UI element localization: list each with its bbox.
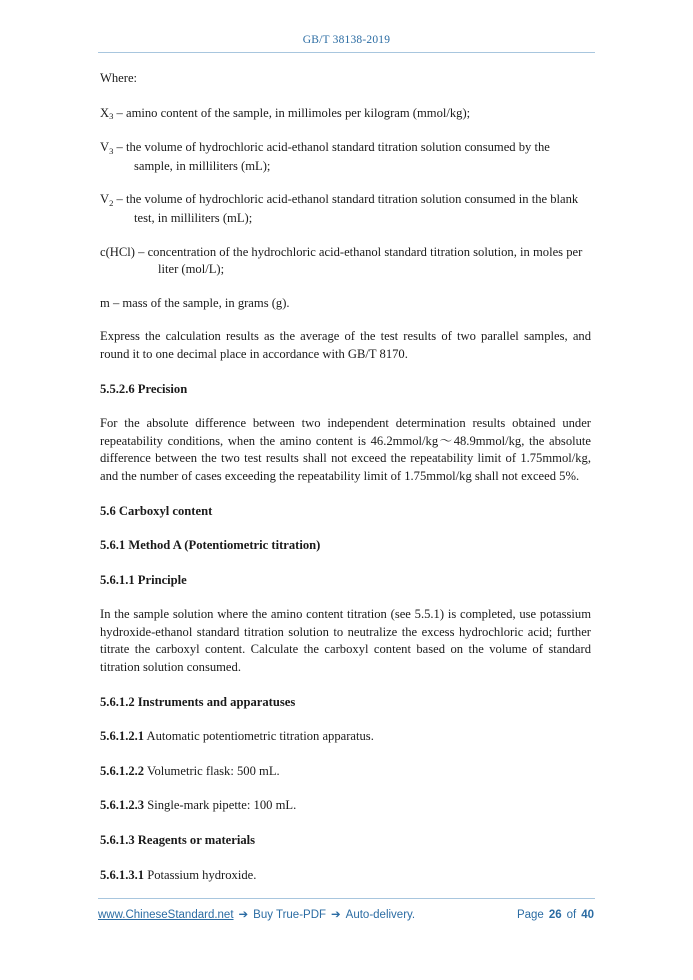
definition-v3	[100, 139, 591, 175]
reagent-item-1	[100, 867, 591, 885]
arrow-right-icon: ➔	[331, 907, 341, 921]
website-link[interactable]: www.ChineseStandard.net	[98, 909, 234, 921]
definition-text: – concentration of the hydrochloric acid-ethanol standard titration solution, in moles per liter (mol/L);	[134, 244, 583, 277]
footer-divider	[98, 898, 595, 899]
document-content	[100, 70, 591, 901]
arrow-right-icon: ➔	[238, 907, 249, 921]
item-number: 5.6.1.2.1	[100, 729, 145, 744]
definition-subscript: 2	[109, 197, 114, 208]
current-page-number: 26	[548, 909, 562, 921]
definition-text: – mass of the sample, in grams (g).	[109, 295, 290, 310]
heading-principle: 5.6.1.1 Principle	[100, 572, 187, 587]
definition-chcl	[100, 244, 591, 279]
principle-paragraph: In the sample solution where the amino content titration (see 5.5.1) is completed, use potassium hydroxide-ethanol standard titration solution to neutralize the excess hydrochloric acid; further titrate the carboxyl content. Calculate the carboxyl content based on the volume of standard titration solution consumed.	[100, 607, 591, 675]
item-text: Automatic potentiometric titration apparatus.	[144, 729, 374, 744]
heading-instruments-apparatuses: 5.6.1.2 Instruments and apparatuses	[100, 694, 296, 709]
definition-text: – the volume of hydrochloric acid-ethanol standard titration solution consumed in the blank test, in milliliters (mL);	[113, 192, 579, 225]
of-label: of	[566, 909, 577, 921]
definition-symbol: c(HCl)	[100, 244, 135, 259]
header-divider	[98, 52, 595, 53]
heading-precision: 5.5.2.6 Precision	[100, 381, 188, 396]
heading-method-a: 5.6.1 Method A (Potentiometric titration)	[100, 538, 321, 553]
item-number: 5.6.1.3.1	[100, 867, 145, 882]
definition-symbol: V	[100, 140, 110, 155]
footer-row	[98, 909, 595, 921]
heading-reagents-materials: 5.6.1.3 Reagents or materials	[100, 833, 256, 848]
auto-delivery-text: Auto-delivery.	[345, 909, 416, 921]
precision-paragraph: For the absolute difference between two independent determination results obtained under repeatability conditions, when the amino content is 46.2mmol/kg～48.9mmol/kg, the absolute difference between the two test results shall not exceed the repeatability limit of 1.75mmol/kg, and the number of cases exceeding the repeatability limit of 1.75mmol/kg shall not exceed 5%.	[100, 416, 591, 483]
definition-v2	[100, 191, 591, 227]
definition-subscript: 3	[109, 145, 114, 156]
total-page-count: 40	[581, 909, 594, 921]
item-number: 5.6.1.2.3	[100, 798, 145, 813]
definition-m	[100, 295, 591, 313]
item-number: 5.6.1.2.2	[100, 763, 145, 778]
standard-number-title: GB/T 38138-2019	[302, 34, 391, 46]
buy-true-pdf-text: Buy True-PDF	[253, 909, 327, 921]
where-label: Where:	[100, 71, 138, 85]
item-text: Potassium hydroxide.	[144, 867, 257, 882]
instrument-item-1	[100, 728, 591, 746]
definition-symbol: V	[100, 192, 110, 207]
heading-carboxyl-content: 5.6 Carboxyl content	[100, 503, 213, 518]
definition-text: – amino content of the sample, in millimoles per kilogram (mmol/kg);	[113, 105, 471, 120]
item-text: Volumetric flask: 500 mL.	[144, 763, 280, 778]
page-label: Page	[516, 909, 544, 921]
instrument-item-3	[100, 797, 591, 815]
page-header	[98, 33, 595, 53]
item-text: Single-mark pipette: 100 mL.	[144, 798, 297, 813]
definition-text: – the volume of hydrochloric acid-ethanol standard titration solution consumed by the sample, in milliliters (mL);	[113, 140, 550, 173]
definition-symbol: m	[100, 295, 110, 310]
definition-x3	[100, 105, 591, 124]
page-indicator	[517, 909, 595, 921]
express-results-paragraph: Express the calculation results as the average of the test results of two parallel samples, and round it to one decimal place in accordance with GB/T 8170.	[100, 329, 591, 361]
page-footer	[98, 898, 595, 921]
instrument-item-2	[100, 763, 591, 781]
definition-subscript: 3	[109, 111, 114, 122]
definition-symbol: X	[100, 105, 110, 120]
footer-promo	[98, 909, 415, 921]
